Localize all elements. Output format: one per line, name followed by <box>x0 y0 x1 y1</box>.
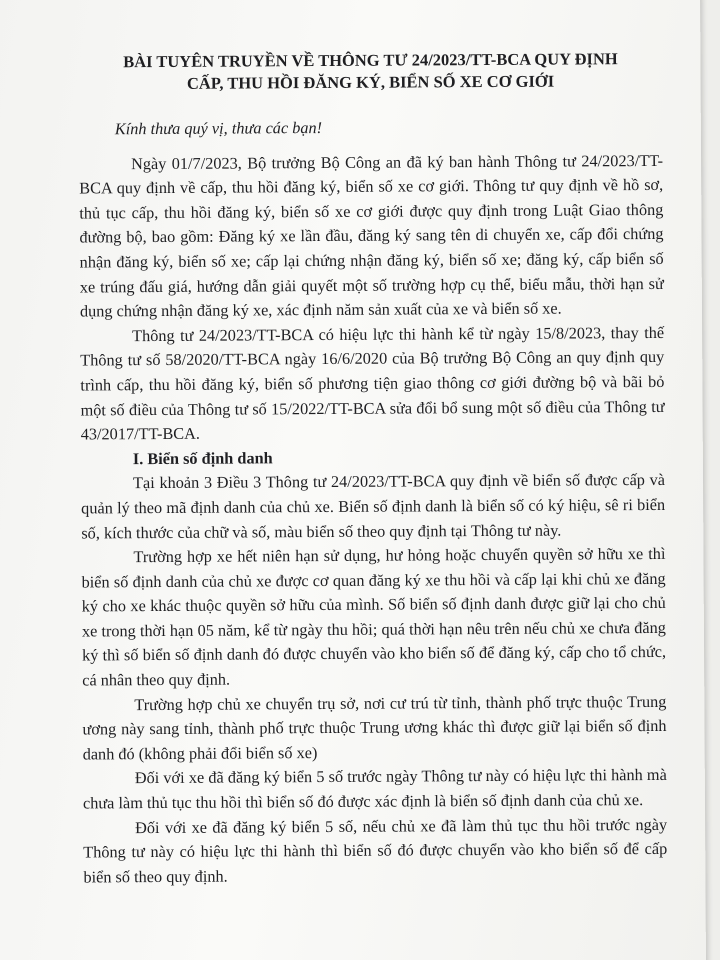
title-line-1: BÀI TUYÊN TRUYỀN VỀ THÔNG TƯ 24/2023/TT-BCA QUY ĐỊNH <box>123 49 618 72</box>
paragraph: Ngày 01/7/2023, Bộ trưởng Bộ Công an đã ký ban hành Thông tư 24/2023/TT-BCA quy định về cấp, thu hồi đăng ký, biển số xe cơ giới. Thông tư quy định về hồ sơ, thủ tục cấp, thu hồi đăng ký, biển số xe cơ giới được quy định trong Luật Giao thông đường bộ, bao gồm: Đăng ký xe lần đầu, đăng ký sang tên di chuyển xe, cấp đổi chứng nhận đăng ký, biển số xe; cấp lại chứng nhận đăng ký, biển số xe; đăng ký, cấp biển số xe trúng đấu giá, hướng dẫn giải quyết một số trường hợp cụ thể, biểu mẫu, thời hạn sử dụng chứng nhận đăng ký xe, xác định năm sản xuất của xe và biển số xe. <box>79 150 664 321</box>
paragraph: Trường hợp chủ xe chuyển trụ sở, nơi cư trú từ tỉnh, thành phố trực thuộc Trung ương này sang tỉnh, thành phố trực thuộc Trung ương khác thì được giữ lại biển số định danh đó (không phải đổi biển số xe) <box>82 691 667 764</box>
title-line-2: CẤP, THU HỒI ĐĂNG KÝ, BIỂN SỐ XE CƠ GIỚI <box>186 71 555 93</box>
paragraph: Trường hợp xe hết niên hạn sử dụng, hư hỏng hoặc chuyển quyền sở hữu xe thì biển số định danh của chủ xe được cơ quan đăng ký xe thu hồi và cấp lại khi chủ xe đăng ký cho xe khác thuộc quyền sở hữu của mình. Số biển số định danh được giữ lại cho chủ xe trong thời hạn 05 năm, kể từ ngày thu hồi; quá thời hạn nêu trên nếu chủ xe chưa đăng ký thì số biển số định danh đó được chuyển vào kho biển số để đăng ký, cấp cho tổ chức, cá nhân theo quy định. <box>81 544 667 690</box>
paragraph: Thông tư 24/2023/TT-BCA có hiệu lực thi hành kể từ ngày 15/8/2023, thay thế Thông tư số 58/2020/TT-BCA ngày 16/6/2020 của Bộ trưởng Bộ Công an quy định quy trình cấp, thu hồi đăng ký, biển số phương tiện giao thông cơ giới đường bộ và bãi bỏ một số điều của Thông tư số 15/2022/TT-BCA sửa đổi bổ sung một số điều của Thông tư 43/2017/TT-BCA. <box>80 322 665 444</box>
document-body <box>78 48 667 890</box>
paragraph: Đối với xe đã đăng ký biển 5 số, nếu chủ xe đã làm thủ tục thu hồi trước ngày Thông tư này có hiệu lực thi hành thì biển số đó được chuyển vào kho biển số để cấp biển số theo quy định. <box>83 814 668 887</box>
section-heading: I. Biển số định danh <box>132 448 273 468</box>
document-title <box>78 48 662 96</box>
greeting: Kính thưa quý vị, thưa các bạn! <box>114 117 323 139</box>
paragraph: Đối với xe đã đăng ký biển 5 số trước ngày Thông tư này có hiệu lực thi hành mà chưa làm thủ tục thu hồi thì biển số đó được xác định là biển số định danh của chủ xe. <box>82 765 667 813</box>
paragraph: Tại khoản 3 Điều 3 Thông tư 24/2023/TT-BCA quy định về biển số được cấp và quản lý theo mã định danh của chủ xe. Biển số định danh là biển số có ký hiệu, sê ri biển số, kích thước của chữ và số, màu biển số theo quy định tại Thông tư này. <box>81 470 666 542</box>
